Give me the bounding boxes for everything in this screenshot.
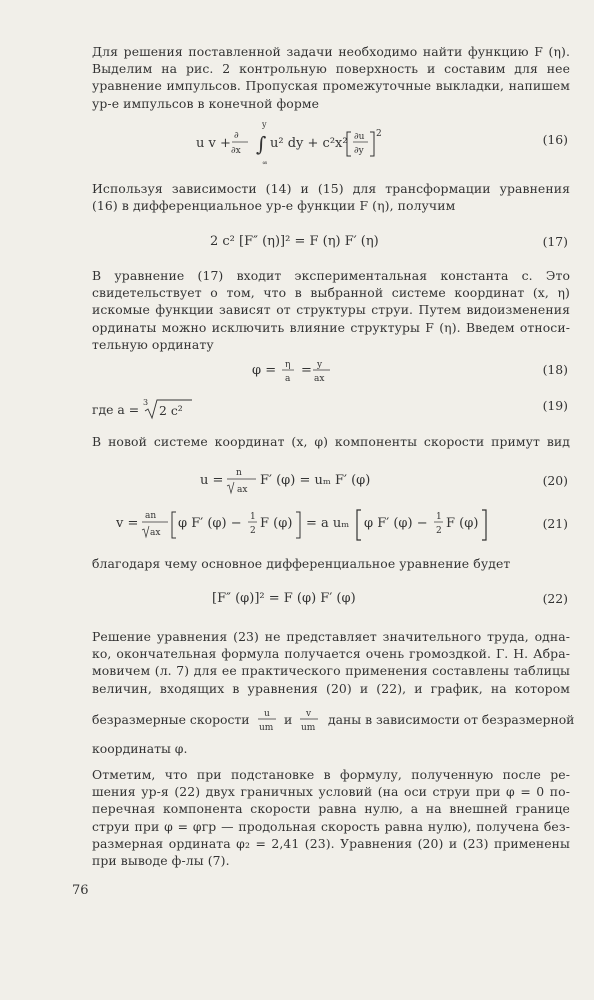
svg-text:2: 2 <box>376 129 382 139</box>
svg-text:1: 1 <box>436 512 442 522</box>
svg-text:n: n <box>236 468 242 478</box>
svg-text:∂: ∂ <box>234 131 239 141</box>
svg-text:1: 1 <box>250 512 256 522</box>
text-line: В новой системе координат (x, φ) компоненты скорости примут вид <box>92 434 570 449</box>
fraction-v-um <box>298 706 322 734</box>
svg-text:2: 2 <box>436 526 442 536</box>
text-line: мовичем (л. 7) для ее практического применения составлены таблицы <box>92 663 570 679</box>
svg-text:η: η <box>285 360 291 370</box>
svg-text:=: = <box>301 363 312 378</box>
paragraph-8 <box>92 766 570 869</box>
svg-text:φ F′ (φ) −: φ F′ (φ) − <box>364 516 428 531</box>
text-segment: и <box>284 712 293 727</box>
paragraph-5 <box>92 555 570 572</box>
radicand: 2 c² <box>159 403 183 418</box>
svg-text:∫: ∫ <box>256 132 267 156</box>
svg-text:F (φ): F (φ) <box>260 516 293 531</box>
svg-text:ax: ax <box>314 374 325 384</box>
paragraph-7-line-1 <box>92 706 575 733</box>
paragraph-4 <box>92 433 570 450</box>
fraction-denominator: um <box>259 723 274 733</box>
text-line: Используя зависимости (14) и (15) для трансформации уравнения <box>92 181 570 196</box>
equation-21 <box>0 506 594 544</box>
fraction-numerator: u <box>264 709 270 719</box>
root-index: 3 <box>143 398 149 407</box>
equation-18-formula <box>252 356 352 386</box>
text-line: Для решения поставленной задачи необходимо найти функцию F (η). <box>92 44 570 59</box>
svg-text:y: y <box>262 120 267 129</box>
text-line: искомые функции зависят от структуры струи. Путем видоизменения <box>92 302 570 318</box>
equation-16-formula <box>196 118 416 168</box>
equation-19-radical <box>142 396 202 422</box>
svg-text:u v +: u v + <box>196 136 231 151</box>
text-line: В уравнение (17) входит экспериментальная константа c. Это <box>92 268 570 283</box>
equation-22-formula: [F″ (φ)]² = F (φ) F′ (φ) <box>212 591 356 606</box>
paragraph-2 <box>92 180 570 214</box>
equation-17 <box>0 232 594 258</box>
text-line: при выводе ф-лы (7). <box>92 853 230 869</box>
equation-17-formula: 2 c² [F″ (η)]² = F (η) F′ (η) <box>210 234 379 249</box>
svg-text:F′ (φ) = uₘ F′ (φ): F′ (φ) = uₘ F′ (φ) <box>260 473 371 488</box>
paragraph-6 <box>92 628 570 697</box>
svg-text:u² dy + c²x²: u² dy + c²x² <box>270 136 348 151</box>
text-line: тельную ординату <box>92 336 214 352</box>
svg-text:φ F′ (φ) −: φ F′ (φ) − <box>178 516 242 531</box>
svg-text:2: 2 <box>250 526 256 536</box>
equation-22 <box>0 589 594 615</box>
svg-text:v =: v = <box>116 516 139 531</box>
paragraph-3 <box>92 267 570 353</box>
text-line: Решение уравнения (23) не представляет значительного труда, одна- <box>92 629 570 644</box>
equation-number: (20) <box>542 473 568 488</box>
svg-text:an: an <box>145 511 157 521</box>
svg-text:∂x: ∂x <box>231 146 241 156</box>
fraction-denominator: um <box>301 723 316 733</box>
text-line: Отметим, что при подстановке в формулу, полученную после ре- <box>92 767 570 782</box>
equation-18 <box>0 356 594 386</box>
svg-text:∂y: ∂y <box>354 146 364 156</box>
text-line: величин, входящих в уравнения (20) и (22), и график, на котором <box>92 680 570 696</box>
text-line: уравнение импульсов. Пропуская промежуточные выкладки, напишем <box>92 78 570 94</box>
svg-text:ax: ax <box>150 528 161 538</box>
fraction-numerator: v <box>306 709 312 719</box>
svg-text:∂u: ∂u <box>354 132 365 142</box>
equation-19-prefix: где a = <box>92 402 140 417</box>
page-number: 76 <box>72 883 89 898</box>
text-line: ур-е импульсов в конечной форме <box>92 95 320 111</box>
text-line: размерная ордината φ₂ = 2,41 (23). Уравнения (20) и (23) применены <box>92 835 570 851</box>
svg-text:= a uₘ: = a uₘ <box>306 516 350 531</box>
svg-text:u =: u = <box>200 473 224 488</box>
text-line: ко, окончательная формула получается очень громоздкой. Г. Н. Абра- <box>92 646 570 662</box>
equation-20 <box>0 463 594 499</box>
equation-16 <box>0 118 594 168</box>
svg-text:a: a <box>285 374 291 384</box>
svg-text:ax: ax <box>237 485 248 495</box>
equation-number: (22) <box>542 591 568 606</box>
text-line: Выделим на рис. 2 контрольную поверхность и составим для нее <box>92 61 570 77</box>
text-segment: даны в зависимости от безразмерной <box>328 712 575 727</box>
paragraph-1 <box>92 43 570 112</box>
equation-19 <box>0 396 594 422</box>
text-line: ординаты можно исключить влияние структуры F (η). Введем относи- <box>92 319 570 335</box>
paragraph-7-line-2: координаты φ. <box>92 741 188 756</box>
text-line: благодаря чему основное дифференциальное уравнение будет <box>92 556 511 571</box>
text-line: струи при φ = φгр — продольная скорость равна нулю), получена без- <box>92 818 570 834</box>
equation-number: (19) <box>542 398 568 413</box>
equation-number: (21) <box>542 516 568 531</box>
equation-number: (17) <box>542 234 568 249</box>
svg-text:F (φ): F (φ) <box>446 516 479 531</box>
text-line: перечная компонента скорости равна нулю, а на внешней границе <box>92 801 570 817</box>
equation-number: (18) <box>542 362 568 377</box>
equation-21-formula <box>116 506 496 544</box>
equation-20-formula <box>200 463 400 499</box>
text-line: (16) в дифференциальное ур-е функции F (η), получим <box>92 198 456 214</box>
svg-text:∞: ∞ <box>262 159 268 167</box>
text-line: свидетельствует о том, что в выбранной системе координат (x, η) <box>92 285 570 301</box>
svg-text:φ =: φ = <box>252 363 277 378</box>
svg-text:y: y <box>317 360 323 370</box>
text-segment: безразмерные скорости <box>92 712 250 727</box>
text-line: шения ур-я (22) двух граничных условий (на оси струи при φ = 0 по- <box>92 784 570 800</box>
equation-number: (16) <box>542 132 568 147</box>
fraction-u-um <box>256 706 280 734</box>
